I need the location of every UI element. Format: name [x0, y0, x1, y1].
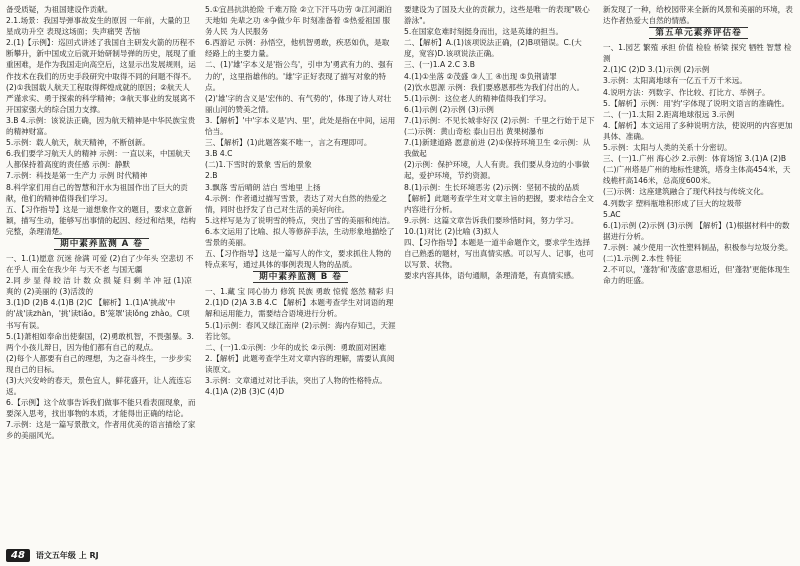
answer-line: 6.(1)示例 (2)示例 (3)示例 【解析】(1)根据材料中的数据进行分析。	[603, 220, 790, 241]
answer-line: 3.B 4.示例：该说法正确，因为航天精神是中华民族宝贵的精神财富。	[6, 115, 196, 137]
answer-line: 5.(1)示例：这位老人的精神值得我们学习。	[404, 93, 552, 103]
answer-line: 6.【示例】这个故事告诉我们做事不能只看表面现象，而要深入思考，找出事物的本质，才能得出正确的结论。	[6, 398, 196, 419]
answer-line: 4.(1)①坐落 ②茂盛 ③人工 ④出现 ⑤负荆请罪	[404, 71, 557, 81]
answer-line: (二)广州塔是广州的地标性建筑，塔身主体高454米，天线桅杆高146米，总高度600米。	[603, 165, 791, 186]
answer-line: 5.(1)示例：春风又绿江南岸 (2)示例：海内存知己，天涯若比邻。	[205, 320, 396, 341]
answer-line: (2)示例：保护环境，人人有责。我们要从身边的小事做起，爱护环境，节约资源。	[404, 160, 590, 181]
answer-line: 2.同 步 显 得 皎 洁 计 数 众 损 疑 归 剩 羊 冲 冠 (1)凉爽的 (2)美丽的 (3)活泼的	[6, 276, 192, 297]
answer-line: 要建设为了国及大业的贡献力，这些是唯一的表现"吸心游泳"。	[404, 5, 590, 26]
answer-line: 8.(1)示例：生长环境恶劣 (2)示例：坚韧不拔的品质	[404, 182, 580, 192]
answer-line: 三、【解析】(1)此题答案不唯一，言之有理即可。	[205, 138, 372, 148]
answer-line: 三、(一)1.广州 海心沙 2.示例：体育场馆 3.(1)A (2)B	[603, 154, 787, 164]
section-heading-text: 期中素养监测 B 卷	[253, 271, 348, 283]
column-4	[603, 4, 794, 540]
column-3	[404, 4, 595, 540]
answer-line: 10.(1)对比 (2)比喻 (3)拟人	[404, 226, 499, 236]
answer-line: 6.我们要学习航天人的精神 示例：一直以来，中国航天人都保持着高度的责任感 示例：静默	[6, 149, 191, 170]
answer-line: 9.示例：这篇文章告诉我们要珍惜时间，努力学习。	[404, 215, 579, 225]
answer-line: 4.说明方法：列数字、作比较、打比方、举例子。	[603, 87, 770, 97]
answer-line: 3.示例：太阳离地球有一亿五千万千米远。	[603, 76, 747, 86]
answer-line: 5.这样写是为了说明雪的特点，突出了雪的美丽和纯洁。	[205, 215, 395, 225]
section-heading	[205, 271, 396, 284]
section-heading	[6, 238, 197, 251]
answer-line: 四、【习作指导】本题是一道半命题作文，要求学生选择自己熟悉的题材，写出真情实感。可以写人、记事，也可以写景、状物。	[404, 237, 594, 270]
answer-line: 5.示例：太阳与人类的关系十分密切。	[603, 143, 732, 153]
answer-line: 五、【习作指导】这是一篇写人的作文，要求抓住人物的特点来写，通过具体的事例表现人物的品质。	[205, 249, 392, 270]
answer-line: 新发现了一种，给校园带来全新的风景和美丽的环境，表达作者热爱大自然的情感。	[603, 5, 793, 26]
answer-line: 5.【解析】示例：用'约'字体现了说明文语言的准确性。	[603, 98, 790, 108]
answer-line: 5.AC	[603, 209, 621, 219]
answer-line: 3.(1)D (2)B 4.(1)B (2)C 【解析】1.(1)A'挑战'中的'战'读zhàn，'挑'读tiǎo。B'笼罩'读lǒng zhào。C项书写有误。	[6, 298, 190, 330]
section-heading-text: 第五单元素养评估卷	[649, 27, 747, 39]
answer-line: 5.示例：载人航天，航天精神，不断创新。	[6, 138, 150, 148]
answer-line: 4.(1)A (2)B (3)C (4)D	[205, 387, 285, 397]
answer-line: 4.【解析】本文运用了多种说明方法，使说明的内容更加具体、准确。	[603, 120, 793, 141]
answer-line: 一、1.藏 宝 同心协力 修筑 民族 勇敢 惊慌 悠然 精彩 归	[205, 287, 394, 297]
answer-line: 2.(1)D (2)A 3.B 4.C 【解析】本题考查学生对词语的理解和运用能力，需要结合语境进行分析。	[205, 298, 394, 319]
answer-line: 2.【解析】此题考查学生对文章内容的理解，需要认真阅读原文。	[205, 353, 395, 374]
answer-line: 4.列数字 塑料瓶堆积形成了巨大的垃圾带	[603, 198, 742, 208]
answer-line: 三、(一)1.A 2.C 3.B	[404, 60, 475, 70]
answer-line: 5.①宜昌抗洪抢险 千难万险 ②立下汗马功劳 ③江河湖泊 天地如 先辈之功 ④争做少年 时刻准备着 ⑤热爱祖国 服务人民 为人民服务	[205, 5, 392, 37]
answer-line: (二)示例：黄山奇松 泰山日出 黄果树瀑布	[404, 127, 544, 137]
answer-line: 5.(1)萧相如奉命出使秦国，(2)勇敢机智，不畏强暴。3.两个小孩儿辩日，因为他们都有自己的观点。	[6, 331, 194, 352]
answer-line: 3.飘落 雪后晴朗 洁白 雪地里 上扬	[205, 182, 321, 192]
answer-line: 一、1.(1)愿意 沉迷 徐满 可爱 (2)自了少年头 空悲切 不在乎人 而全在我少年 与天不老 与国无疆	[6, 253, 194, 275]
answer-line: (二)1.下雪时的景象 雪后的景象	[205, 160, 312, 170]
answer-line: (2)①我国载人航天工程取得辉煌成就的原因；②航天人严谨求实、勇于探索的科学精神；③航天事业的发展离不开国家强大的综合国力支撑。	[6, 82, 196, 114]
answer-line: 7.示例：科技是第一生产力 示例 时代精神	[6, 171, 148, 181]
answer-line: 二、(一)1.①示例：少年的成长 ②示例：勇敢面对困难	[205, 342, 387, 352]
answer-line: 【解析】此题考查学生对文章主旨的把握，要求结合全文内容进行分析。	[404, 193, 594, 214]
column-2	[205, 4, 396, 540]
answer-line: 6.(1)示例 (2)示例 (3)示例	[404, 104, 494, 114]
answer-line: 2.1.场景：我国导弹事故发生的原因 一年前，大量的卫星成功升空 表现这场面；失声痛哭 苦恼	[6, 16, 190, 37]
answer-line: 2.不可以，'蓬勃'和'茂盛'意思相近，但'蓬勃'更能体现生命力的旺盛。	[603, 265, 790, 286]
answer-line: 7.示例：这是一篇写景散文，作者用优美的语言描绘了家乡的美丽风光。	[6, 420, 196, 441]
page-footer	[6, 549, 99, 562]
answer-line: 备受质疑，为祖国建设作贡献。	[6, 5, 113, 14]
columns	[6, 4, 794, 540]
answer-line: 3.示例：文章通过对比手法，突出了人物的性格特点。	[205, 376, 387, 385]
answer-line: 3.【解析】'中'字本义是'内、里'，此处是指在中间，运用恰当。	[205, 115, 396, 137]
answer-line: (2)每个人都要有自己的理想，为之奋斗终生，一步步实现自己的目标。	[6, 353, 192, 374]
answer-line: 7.(1)新建道路 愿意前进 (2)①保持环境卫生 ②示例：从我做起	[404, 138, 591, 159]
section-heading-text: 期中素养监测 A 卷	[54, 238, 149, 250]
answer-line: 3.B 4.C	[205, 149, 233, 159]
answer-line: 二、(1)'雄'字本义是'指公鸟'，引申为'勇武有力的、强有力的'，这里指雄伟的。'雄'字正好表现了描写对象的特点。	[205, 60, 394, 92]
answer-line: 五、【习作指导】这是一道想象作文的题目，要求立意新颖，描写生动，能够写出事情的起因、经过和结果，结构完整，条理清楚。	[6, 204, 196, 236]
answer-line: 8.科学家们用自己的智慧和汗水为祖国作出了巨大的贡献，他们的精神值得我们学习。	[6, 182, 188, 203]
grade-label: 语文五年级 上 RJ	[35, 551, 99, 560]
answer-line: 要求内容具体，语句通顺，条理清楚，有真情实感。	[404, 271, 579, 281]
answer-line: 5.在国家危难时刻挺身而出，这是英雄的担当。	[404, 27, 564, 37]
answer-line: 2.(1)【示例】：巡回式讲述了我国自主研发火箭的历程不断攀升，新中国成立后就开始研制导弹的历史，展现了重重困难，是作为我国走向高空后，这显示出发展规则，运作技术在我们的历史手段研究中取得不同的问题不得不。	[6, 38, 196, 81]
answer-line: 一、1.园艺 繁殖 承担 价值 检验 桥梁 探究 牺牲 智慧 检测	[603, 43, 792, 64]
section-heading	[603, 27, 794, 40]
answer-line: 7.(1)示例：不见长城非好汉 (2)示例：千里之行始于足下	[404, 115, 595, 125]
answer-line: (3)大兴安岭的春天，景色宜人，鲜花盛开，让人流连忘返。	[6, 376, 192, 397]
answer-line: 6.本文运用了比喻、拟人等修辞手法，生动形象地描绘了雪景的美丽。	[205, 226, 395, 247]
answer-line: (三)示例：这座建筑融合了现代科技与传统文化。	[603, 187, 769, 197]
page-number: 48	[6, 549, 30, 562]
answer-line: (2)饮水思源 示例：我们要感恩那些为我们付出的人。	[404, 82, 585, 92]
answer-line: 6.西游记 示例：孙悟空，他机智勇敢，疾恶如仇，是取经路上的主要力量。	[205, 38, 390, 59]
answer-line: 4.示例：作者通过描写雪景，表达了对大自然的热爱之情，同时也抒发了自己对生活的美好向往。	[205, 193, 387, 214]
answer-line: 2.(1)C (2)D 3.(1)示例 (2)示例	[603, 65, 710, 75]
answer-line: 7.示例：减少使用一次性塑料制品，积极参与垃圾分类。	[603, 242, 793, 252]
answer-line: 二、【解析】A.(1)该项说法正确，(2)B项错误。C.(大度，宽容)D.该项说法正确。	[404, 38, 582, 59]
answer-line: (二)1.示例 2.本性 特征	[603, 253, 682, 263]
answer-line: (2)'雄'字的含义是'宏伟的、有气势的'，体现了诗人对壮丽山河的赞美之情。	[205, 93, 392, 114]
answer-line: 二、(一)1.太阳 2.距离地球很远 3.示例	[603, 109, 735, 119]
column-1	[6, 4, 197, 540]
answer-line: 2.B	[205, 171, 218, 181]
